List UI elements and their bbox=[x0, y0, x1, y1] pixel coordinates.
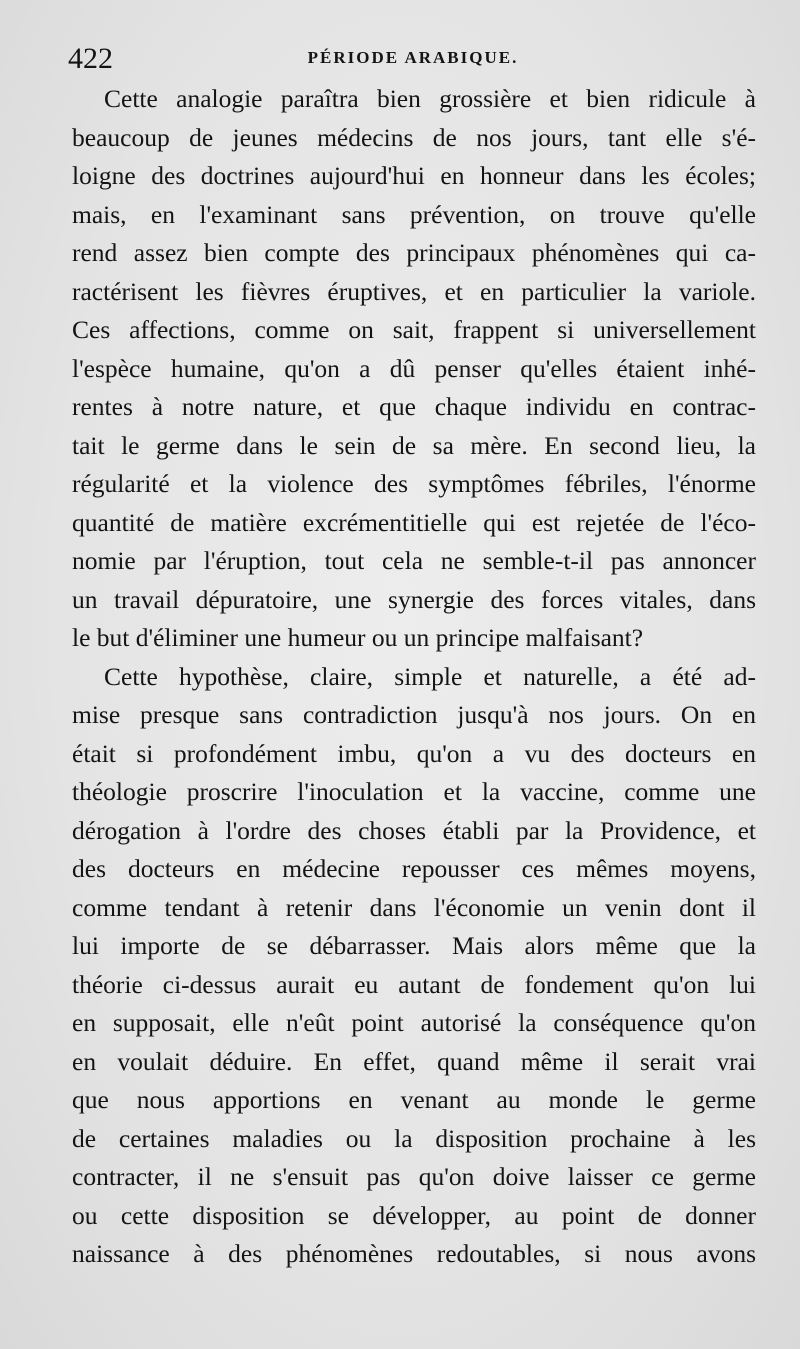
text-line: en supposait, elle n'eût point autorisé la conséquence qu'on bbox=[72, 1008, 756, 1037]
text-line: lui importe de se débarrasser. Mais alors même que la bbox=[72, 931, 756, 960]
text-line: des docteurs en médecine repousser ces mêmes moyens, bbox=[72, 854, 756, 883]
text-line: théologie proscrire l'inoculation et la vaccine, comme une bbox=[72, 777, 756, 806]
text-line: l'espèce humaine, qu'on a dû penser qu'elles étaient inhé- bbox=[72, 353, 756, 383]
text-line: un travail dépuratoire, une synergie des forces vitales, dans bbox=[72, 584, 756, 614]
text-line: nomie par l'éruption, tout cela ne semble-t-il pas annoncer bbox=[72, 546, 756, 575]
text-line: régularité et la violence des symptômes fébriles, l'énorme bbox=[72, 469, 756, 498]
text-line: dérogation à l'ordre des choses établi par la Providence, et bbox=[72, 815, 756, 845]
text-line: mise presque sans contradiction jusqu'à nos jours. On en bbox=[72, 700, 756, 729]
text-line: était si profondément imbu, qu'on a vu des docteurs en bbox=[72, 738, 756, 768]
body-text bbox=[72, 80, 756, 1274]
text-line: loigne des doctrines aujourd'hui en honneur dans les écoles; bbox=[72, 161, 756, 190]
text-line: Cette analogie paraîtra bien grossière et bien ridicule à bbox=[104, 84, 756, 113]
text-line: le but d'éliminer une humeur ou un principe malfaisant? bbox=[72, 623, 644, 652]
text-line: théorie ci-dessus aurait eu autant de fondement qu'on lui bbox=[72, 969, 756, 999]
text-line: naissance à des phénomènes redoutables, si nous avons bbox=[72, 1239, 756, 1268]
text-line: comme tendant à retenir dans l'économie un venin dont il bbox=[72, 892, 756, 922]
text-line: Cette hypothèse, claire, simple et naturelle, a été ad- bbox=[104, 661, 756, 691]
running-head: PÉRIODE ARABIQUE. bbox=[307, 48, 519, 67]
text-line: rend assez bien compte des principaux phénomènes qui ca- bbox=[72, 238, 756, 267]
text-line: mais, en l'examinant sans prévention, on trouve qu'elle bbox=[72, 199, 756, 229]
page-header bbox=[68, 42, 758, 82]
text-line: Ces affections, comme on sait, frappent si universellement bbox=[72, 315, 756, 344]
text-line: tait le germe dans le sein de sa mère. En second lieu, la bbox=[72, 430, 756, 460]
text-line: ou cette disposition se développer, au point de donner bbox=[72, 1200, 756, 1230]
text-line: beaucoup de jeunes médecins de nos jours, tant elle s'é- bbox=[72, 122, 756, 152]
text-line: contracter, il ne s'ensuit pas qu'on doive laisser ce germe bbox=[72, 1162, 756, 1191]
page-number: 422 bbox=[68, 42, 113, 75]
text-line: ractérisent les fièvres éruptives, et en particulier la variole. bbox=[72, 276, 756, 306]
text-line: de certaines maladies ou la disposition prochaine à les bbox=[72, 1123, 756, 1153]
text-line: quantité de matière excrémentitielle qui est rejetée de l'éco- bbox=[72, 507, 756, 537]
text-line: en voulait déduire. En effet, quand même il serait vrai bbox=[72, 1046, 756, 1076]
text-line: rentes à notre nature, et que chaque individu en contrac- bbox=[72, 392, 756, 421]
text-line: que nous apportions en venant au monde le germe bbox=[72, 1085, 756, 1114]
